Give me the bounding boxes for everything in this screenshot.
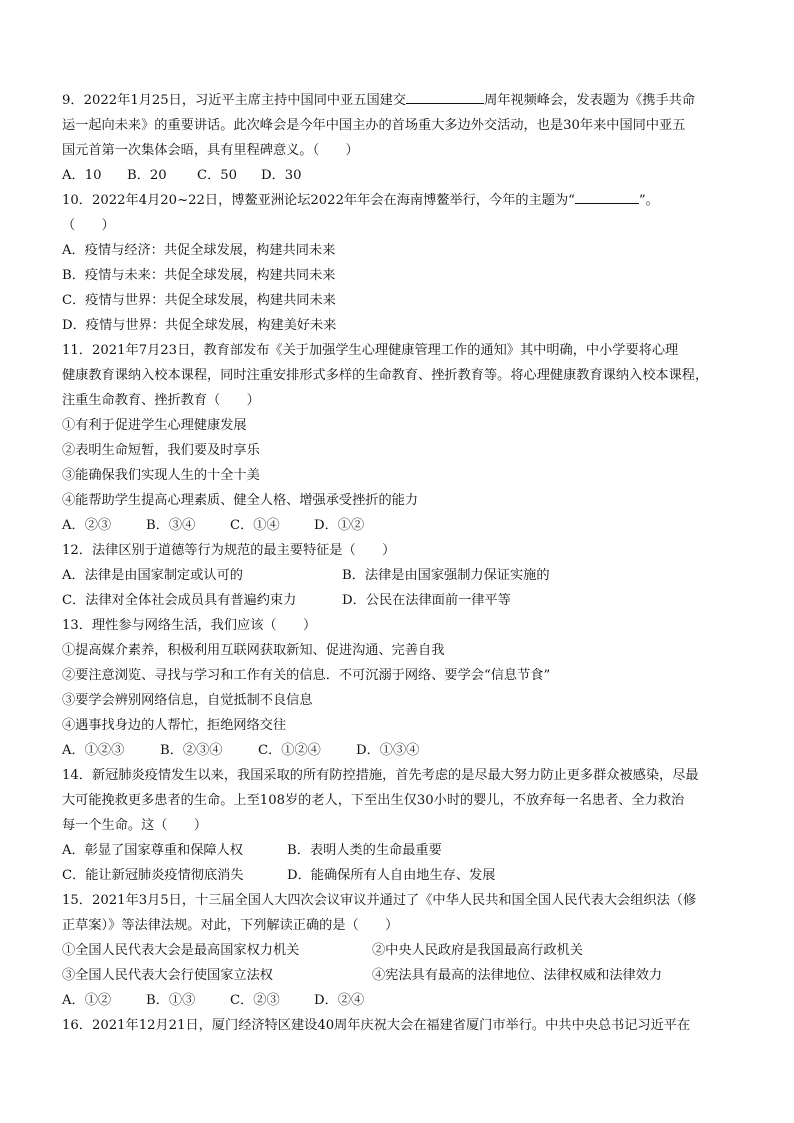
- q14-line-3: 每一个生命。这（ ）: [62, 818, 208, 833]
- q9-options: [62, 163, 738, 188]
- q14-option-a: A．彰显了国家尊重和保障人权: [62, 843, 243, 858]
- q9-line-2: 运一起向未来》的重要讲话。此次峰会是今年中国主办的首场重大多边外交活动，也是30年来中国同中亚五: [62, 118, 686, 133]
- q11-item-1: ①有利于促进学生心理健康发展: [62, 418, 247, 433]
- q11-item-3: ③能确保我们实现人生的十全十美: [62, 468, 260, 483]
- q9-stem-part-1: 9．2022年1月25日，习近平主席主持中国同中亚五国建交: [62, 93, 407, 108]
- q10-line-2: （ ）: [62, 218, 115, 233]
- q11-item-4: ④能帮助学生提高心理素质、健全人格、增强承受挫折的能力: [62, 493, 419, 508]
- q11-item-2: ②表明生命短暂，我们要及时享乐: [62, 443, 260, 458]
- q14-line-1: 14．新冠肺炎疫情发生以来，我国采取的所有防控措施，首先考虑的是尽最大努力防止更多群众被感染，尽最: [62, 768, 699, 783]
- q11-line-1: 11．2021年7月23日，教育部发布《关于加强学生心理健康管理工作的通知》其中明确，中小学要将心理: [62, 343, 679, 358]
- q11-option-b: B．③④: [146, 518, 196, 533]
- q13-item-3: ③要学会辨别网络信息，自觉抵制不良信息: [62, 693, 313, 708]
- q10-option-b: B．疫情与未来：共促全球发展，构建共同未来: [62, 268, 336, 283]
- q15-line-1: 15．2021年3月5日，十三届全国人大四次会议审议并通过了《中华人民共和国全国人民代表大会组织法（修: [62, 893, 697, 908]
- q15-options: [62, 988, 738, 1013]
- q13-option-a: A．①②③: [62, 743, 125, 758]
- q13-line-1: 13．理性参与网络生活，我们应该（ ）: [62, 618, 317, 633]
- q9-option-c: C．50: [197, 168, 238, 183]
- q15-option-d: D．②④: [314, 993, 365, 1008]
- q9-option-d: D．30: [261, 168, 302, 183]
- q11-line-3: 注重生命教育、挫折教育（ ）: [62, 393, 260, 408]
- q14-option-b: B．表明人类的生命最重要: [287, 843, 442, 858]
- q14-option-c: C．能让新冠肺炎疫情彻底消失: [62, 868, 244, 883]
- q14-line-2: 大可能挽救更多患者的生命。上至108岁的老人，下至出生仅30小时的婴儿，不放弃每一名患者、全力救治: [62, 793, 685, 808]
- q13-item-4: ④遇事找身边的人帮忙，拒绝网络交往: [62, 718, 287, 733]
- q10-line-1: [62, 188, 738, 213]
- q15-items-row-2: [62, 963, 738, 988]
- q11-option-a: A．②③: [62, 518, 112, 533]
- q15-item-1: ①全国人民代表大会是最高国家权力机关: [62, 943, 300, 958]
- q11-option-c: C．①④: [230, 518, 280, 533]
- q14-options-row-1: [62, 838, 738, 863]
- q11-option-d: D．①②: [314, 518, 365, 533]
- q11-options: [62, 513, 738, 538]
- q10-option-a: A．疫情与经济：共促全球发展，构建共同未来: [62, 243, 336, 258]
- q13-option-c: C．①②④: [258, 743, 321, 758]
- q15-items-row-1: [62, 938, 738, 963]
- q10-answer-blank: [575, 189, 639, 204]
- q13-options: [62, 738, 738, 763]
- q9-option-a: A．10: [62, 168, 102, 183]
- q15-option-a: A．①②: [62, 993, 112, 1008]
- q11-line-2: 健康教育课纳入校本课程，同时注重安排形式多样的生命教育、挫折教育等。将心理健康教育课纳入校本课程，: [62, 368, 709, 383]
- q12-option-b: B．法律是由国家强制力保证实施的: [342, 568, 550, 583]
- q12-option-c: C．法律对全体社会成员具有普遍约束力: [62, 593, 297, 608]
- q12-options-row-1: [62, 563, 738, 588]
- q10-stem-part-2: ”。: [638, 193, 659, 208]
- q12-option-a: A．法律是由国家制定或认可的: [62, 568, 243, 583]
- q13-item-2: ②要注意浏览、寻找与学习和工作有关的信息．不可沉溺于网络、要学会“信息节食”: [62, 668, 551, 683]
- q12-option-d: D．公民在法律面前一律平等: [342, 593, 511, 608]
- q9-stem-part-2: 周年视频峰会，发表题为《携手共命: [484, 93, 696, 108]
- q10-option-c: C．疫情与世界：共促全球发展，构建共同未来: [62, 293, 336, 308]
- q15-option-c: C．②③: [230, 993, 280, 1008]
- q15-line-2: 正草案）》等法律法规。对此，下列解读正确的是（ ）: [62, 918, 399, 933]
- q10-option-d: D．疫情与世界：共促全球发展，构建美好未来: [62, 318, 337, 333]
- q15-item-3: ③全国人民代表大会行使国家立法权: [62, 968, 273, 983]
- q9-answer-blank: [406, 89, 484, 104]
- q13-option-d: D．①③④: [356, 743, 420, 758]
- q9-line-3: 国元首第一次集体会晤，具有里程碑意义。（ ）: [62, 143, 359, 158]
- q13-item-1: ①提高媒介素养，积极利用互联网获取新知、促进沟通、完善自我: [62, 643, 445, 658]
- q13-option-b: B．②③④: [160, 743, 223, 758]
- q15-item-2: ②中央人民政府是我国最高行政机关: [372, 943, 583, 958]
- q9-option-b: B．20: [127, 168, 167, 183]
- q9-line-1: [62, 88, 738, 113]
- q16-line-1: 16．2021年12月21日，厦门经济特区建设40周年庆祝大会在福建省厦门市举行。中共中央总书记习近平在: [62, 1018, 691, 1033]
- q15-option-b: B．①③: [146, 993, 196, 1008]
- exam-page: [62, 88, 738, 1038]
- q12-line-1: 12．法律区别于道德等行为规范的最主要特征是（ ）: [62, 543, 396, 558]
- q10-stem-part-1: 10．2022年4月20~22日，博鳌亚洲论坛2022年年会在海南博鳌举行，今年的主题为“: [62, 193, 575, 208]
- q15-item-4: ④宪法具有最高的法律地位、法律权威和法律效力: [372, 968, 663, 983]
- q14-option-d: D．能确保所有人自由地生存、发展: [287, 868, 496, 883]
- q12-options-row-2: [62, 588, 738, 613]
- q14-options-row-2: [62, 863, 738, 888]
